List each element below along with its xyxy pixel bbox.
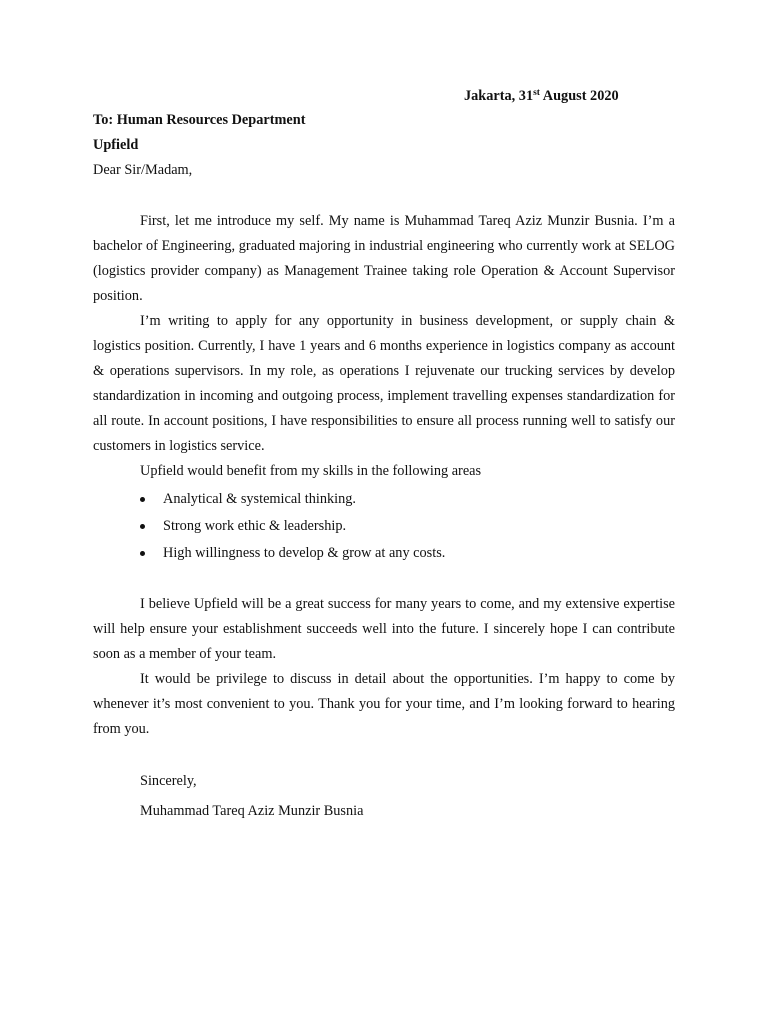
letter-body-top — [93, 209, 675, 484]
skill-text: High willingness to develop & grow at any costs. — [163, 545, 446, 561]
recipient-line: To: Human Resources Department — [93, 112, 306, 128]
closing-phrase: Sincerely, — [140, 773, 197, 789]
paragraph-privilege: It would be privilege to discuss in detail about the opportunities. I’m happy to come by whenever it’s most convenient to you. Thank you for your time, and I’m looking forward to hearing from you. — [93, 671, 675, 737]
skill-text: Analytical & systemical thinking. — [163, 491, 356, 507]
letter-header — [93, 108, 675, 183]
skill-text: Strong work ethic & leadership. — [163, 518, 347, 534]
signature-name: Muhammad Tareq Aziz Munzir Busnia — [140, 803, 364, 819]
date-day: Jakarta, 31 — [464, 88, 534, 104]
salutation: Dear Sir/Madam, — [93, 162, 193, 178]
bullet-icon — [140, 524, 145, 529]
paragraph-belief: I believe Upfield will be a great success for many years to come, and my extensive expertise will help ensure your establishment succeeds well into the future. I sincerely hope I can contribute soon as a member of your team. — [93, 596, 675, 662]
paragraph-intro: First, let me introduce my self. My name is Muhammad Tareq Aziz Munzir Busnia. I’m a bachelor of Engineering, graduated majoring in industrial engineering who currently work at SELOG (logistics provider company) as Management Trainee taking role Operation & Account Supervisor position. — [93, 213, 675, 304]
company-name: Upfield — [93, 137, 139, 153]
bullet-icon — [140, 497, 145, 502]
list-item — [140, 513, 675, 540]
bullet-icon — [140, 551, 145, 556]
list-item — [140, 486, 675, 513]
letter-body-bottom — [93, 592, 675, 742]
letter-date — [464, 87, 619, 105]
list-item — [140, 540, 675, 567]
date-ordinal-suffix: st — [533, 88, 540, 98]
skills-list — [140, 486, 675, 567]
date-month-year: August 2020 — [539, 88, 619, 104]
paragraph-applying: I’m writing to apply for any opportunity in business development, or supply chain & logistics position. Currently, I have 1 years and 6 months experience in logistics company as account & operations supervisors. In my role, as operations I rejuvenate our trucking services by develop standardization in incoming and outgoing process, implement travelling expenses standardization for all route. In account positions, I have responsibilities to ensure all process running well to satisfy our customers in logistics service. — [93, 313, 675, 454]
letter-closing — [140, 766, 363, 826]
paragraph-skills-intro: Upfield would benefit from my skills in the following areas — [140, 463, 482, 479]
